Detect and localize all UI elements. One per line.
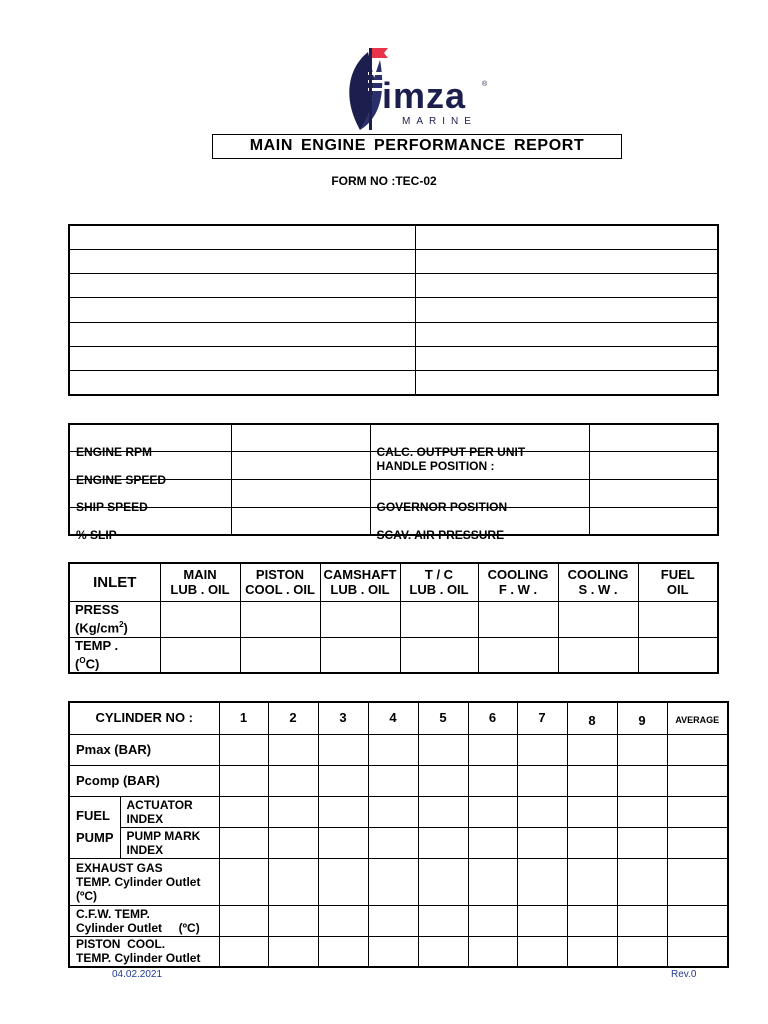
input-cell[interactable] [415,346,718,370]
average-header: AVERAGE [667,702,728,734]
input-cell[interactable] [231,452,370,480]
table-row [69,225,718,249]
input-cell[interactable] [268,827,318,858]
input-cell[interactable] [617,827,667,858]
input-cell[interactable] [231,507,370,535]
table-row [69,827,728,858]
input-cell[interactable] [638,637,718,673]
input-cell[interactable] [617,858,667,905]
input-cell[interactable] [268,796,318,827]
input-cell[interactable] [69,249,415,273]
table-header-row [69,563,718,601]
table-row [69,274,718,298]
footer-date: 04.02.2021 [112,969,163,980]
input-cell[interactable] [318,765,368,796]
table-row [69,424,718,452]
input-cell[interactable] [468,827,517,858]
input-cell[interactable] [318,905,368,936]
input-cell[interactable] [667,858,728,905]
input-cell[interactable] [517,936,567,967]
input-cell[interactable] [318,796,368,827]
vessel-info-table [68,224,719,396]
col-cooling-sw: COOLING S . W . [558,563,638,601]
table-row [69,322,718,346]
table-row [69,346,718,370]
col-cooling-fw: COOLING F . W . [478,563,558,601]
table-row [69,796,728,827]
ship-speed-label: SHIP SPEED [69,479,231,507]
table-row [69,936,728,967]
table-row [69,905,728,936]
input-cell[interactable] [567,734,617,765]
input-cell[interactable] [517,858,567,905]
handle-position-label: HANDLE POSITION : [370,452,589,480]
actuator-index-label: ACTUATOR INDEX [120,796,219,827]
input-cell[interactable] [231,479,370,507]
input-cell[interactable] [517,827,567,858]
table-row [69,858,728,905]
cylinder-6-header: 6 [468,702,517,734]
input-cell[interactable] [318,936,368,967]
input-cell[interactable] [589,452,718,480]
pump-mark-index-label: PUMP MARK INDEX [120,827,219,858]
engine-rpm-label: ENGINE RPM [69,424,231,452]
input-cell[interactable] [240,637,320,673]
table-header-row [69,702,728,734]
input-cell[interactable] [517,796,567,827]
input-cell[interactable] [69,371,415,395]
input-cell[interactable] [667,796,728,827]
input-cell[interactable] [400,637,478,673]
input-cell[interactable] [667,827,728,858]
temp-row-label: TEMP . ($^O$C) [69,637,160,673]
col-fuel-oil: FUEL OIL [638,563,718,601]
table-row [69,765,728,796]
pmax-label: Pmax (BAR) [69,734,219,765]
input-cell[interactable] [617,765,667,796]
press-row-label: PRESS $(Kg/cm^2)$ [69,601,160,637]
form-number: FORM NO :TEC-02 [331,174,437,188]
scav-air-label: SCAV. AIR PRESSURE [370,507,589,535]
input-cell[interactable] [418,905,468,936]
input-cell[interactable] [517,734,567,765]
input-cell[interactable] [567,905,617,936]
cylinder-8-header: 8 [567,702,617,734]
inlet-header: INLET [69,563,160,601]
input-cell[interactable] [667,905,728,936]
input-cell[interactable] [517,765,567,796]
input-cell[interactable] [268,905,318,936]
input-cell[interactable] [468,905,517,936]
piston-cool-temp-label: PISTON COOL. TEMP. Cylinder Outlet [69,936,219,967]
fuel-pump-label: FUEL PUMP [69,796,120,858]
input-cell[interactable] [368,734,418,765]
input-cell[interactable] [418,765,468,796]
col-main-lub-oil: MAIN LUB . OIL [160,563,240,601]
registered-mark: ® [482,81,488,88]
input-cell[interactable] [400,601,478,637]
input-cell[interactable] [468,796,517,827]
flag-icon [372,48,388,58]
input-cell[interactable] [667,936,728,967]
input-cell[interactable] [589,507,718,535]
input-cell[interactable] [558,601,638,637]
input-cell[interactable] [318,827,368,858]
input-cell[interactable] [160,601,240,637]
input-cell[interactable] [219,796,268,827]
governor-position-label: GOVERNOR POSITION [370,479,589,507]
input-cell[interactable] [567,858,617,905]
input-cell[interactable] [415,322,718,346]
input-cell[interactable] [589,424,718,452]
input-cell[interactable] [468,765,517,796]
input-cell[interactable] [219,765,268,796]
input-cell[interactable] [219,905,268,936]
input-cell[interactable] [468,734,517,765]
slip-label: % SLIP [69,507,231,535]
cylinder-3-header: 3 [318,702,368,734]
col-piston-cool-oil: PISTON COOL . OIL [240,563,320,601]
logo-subtitle: MARINE [402,116,477,127]
input-cell[interactable] [638,601,718,637]
cylinder-2-header: 2 [268,702,318,734]
cylinder-1-header: 1 [219,702,268,734]
table-row [69,734,728,765]
input-cell[interactable] [69,322,415,346]
input-cell[interactable] [567,765,617,796]
cylinder-9-header: 9 [617,702,667,734]
table-row [69,637,718,673]
input-cell[interactable] [368,905,418,936]
input-cell[interactable] [231,424,370,452]
input-cell[interactable] [219,734,268,765]
input-cell[interactable] [268,765,318,796]
input-cell[interactable] [160,637,240,673]
input-cell[interactable] [69,225,415,249]
input-cell[interactable] [318,734,368,765]
input-cell[interactable] [69,298,415,322]
input-cell[interactable] [415,249,718,273]
input-cell[interactable] [418,734,468,765]
input-cell[interactable] [368,936,418,967]
inlet-table [68,562,719,674]
table-row [69,298,718,322]
input-cell[interactable] [268,858,318,905]
input-cell[interactable] [320,637,400,673]
input-cell[interactable] [219,858,268,905]
input-cell[interactable] [69,346,415,370]
input-cell[interactable] [468,858,517,905]
input-cell[interactable] [478,637,558,673]
input-cell[interactable] [418,827,468,858]
input-cell[interactable] [567,796,617,827]
input-cell[interactable] [418,936,468,967]
exhaust-gas-label: EXHAUST GAS TEMP. Cylinder Outlet (ºC) [69,858,219,905]
input-cell[interactable] [69,274,415,298]
col-tc-lub-oil: T / C LUB . OIL [400,563,478,601]
calc-output-label: CALC. OUTPUT PER UNIT [370,424,589,452]
input-cell[interactable] [415,274,718,298]
input-cell[interactable] [468,936,517,967]
cylinder-7-header: 7 [517,702,567,734]
input-cell[interactable] [617,936,667,967]
input-cell[interactable] [617,734,667,765]
input-cell[interactable] [478,601,558,637]
cylinder-no-label: CYLINDER NO : [69,702,219,734]
input-cell[interactable] [368,765,418,796]
engine-speed-label: ENGINE SPEED [69,452,231,480]
input-cell[interactable] [617,796,667,827]
col-camshaft-lub-oil: CAMSHAFT LUB . OIL [320,563,400,601]
page-title: MAIN ENGINE PERFORMANCE REPORT [212,134,622,159]
input-cell[interactable] [268,734,318,765]
input-cell[interactable] [318,858,368,905]
input-cell[interactable] [415,371,718,395]
cfw-temp-label: C.F.W. TEMP. Cylinder Outlet (ºC) [69,905,219,936]
input-cell[interactable] [418,858,468,905]
cylinder-4-header: 4 [368,702,418,734]
input-cell[interactable] [418,796,468,827]
table-row [69,371,718,395]
input-cell[interactable] [240,601,320,637]
company-logo [330,38,510,138]
cylinder-table [68,701,729,968]
input-cell[interactable] [320,601,400,637]
table-row [69,601,718,637]
input-cell[interactable] [567,827,617,858]
input-cell[interactable] [415,298,718,322]
input-cell[interactable] [368,827,418,858]
input-cell[interactable] [667,765,728,796]
table-row [69,249,718,273]
input-cell[interactable] [589,479,718,507]
cylinder-5-header: 5 [418,702,468,734]
input-cell[interactable] [268,936,318,967]
pcomp-label: Pcomp (BAR) [69,765,219,796]
input-cell[interactable] [558,637,638,673]
input-cell[interactable] [617,905,667,936]
input-cell[interactable] [368,858,418,905]
input-cell[interactable] [567,936,617,967]
table-row [69,479,718,507]
input-cell[interactable] [667,734,728,765]
input-cell[interactable] [219,936,268,967]
input-cell[interactable] [219,827,268,858]
footer-revision: Rev.0 [671,969,697,980]
logo-wordmark: imza [382,75,467,116]
input-cell[interactable] [415,225,718,249]
input-cell[interactable] [517,905,567,936]
engine-parameters-table [68,423,719,542]
input-cell[interactable] [368,796,418,827]
